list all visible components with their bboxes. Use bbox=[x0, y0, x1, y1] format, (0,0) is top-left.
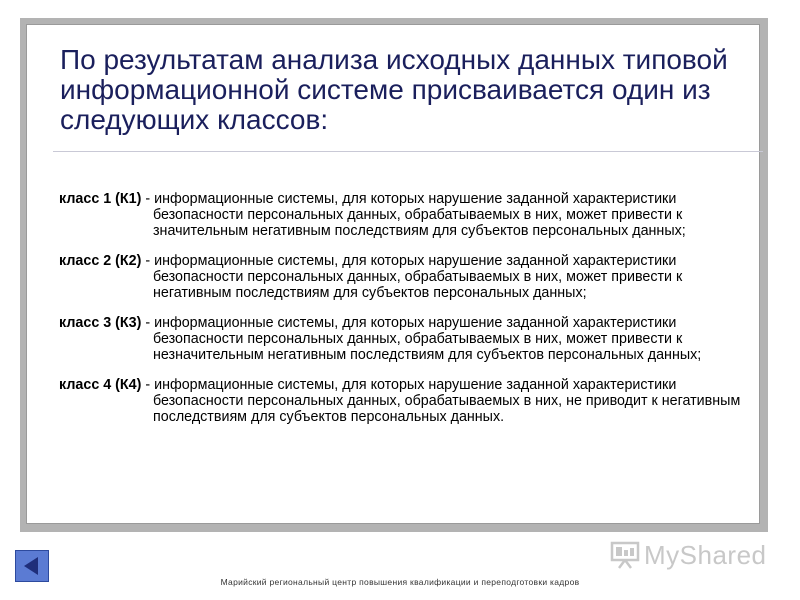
slide-title: По результатам анализа исходных данных типовой информационной системе присваивается один из следующих классов: bbox=[60, 44, 728, 135]
class-description: - информационные системы, для которых нарушение заданной характеристики безопасности персональных данных, обрабатываемых в них, может привести к незначительным негативным последствиям для субъектов персональных данных; bbox=[141, 315, 702, 363]
footer-caption-text: Марийский региональный центр повышения квалификации и переподготовки кадров bbox=[220, 577, 580, 587]
slide-frame bbox=[20, 18, 768, 532]
class-item-k1 bbox=[59, 191, 759, 239]
class-description: - информационные системы, для которых нарушение заданной характеристики безопасности персональных данных, обрабатываемых в них, может привести к значительным негативным последствиям для субъектов персональных данных; bbox=[141, 191, 686, 239]
slide-content bbox=[26, 24, 760, 524]
logo-text: MyShared bbox=[644, 539, 767, 570]
class-name: класс 2 (К2) bbox=[59, 253, 142, 269]
triangle-left-icon bbox=[21, 555, 43, 577]
class-description: - информационные системы, для которых нарушение заданной характеристики безопасности персональных данных, обрабатываемых в них, не приводит к негативным последствиям для субъектов персональных данных. bbox=[141, 377, 741, 425]
class-list bbox=[59, 191, 759, 439]
presentation-board-icon bbox=[610, 540, 640, 570]
class-name: класс 1 (К1) bbox=[59, 191, 142, 207]
class-name: класс 3 (К3) bbox=[59, 315, 142, 331]
class-name: класс 4 (К4) bbox=[59, 377, 142, 393]
title-divider bbox=[53, 151, 763, 152]
class-item-k4 bbox=[59, 377, 759, 425]
class-description: - информационные системы, для которых нарушение заданной характеристики безопасности персональных данных, обрабатываемых в них, может привести к негативным последствиям для субъектов персональных данных; bbox=[141, 253, 683, 301]
myshared-logo bbox=[610, 538, 767, 572]
class-item-k2 bbox=[59, 253, 759, 301]
class-item-k3 bbox=[59, 315, 759, 363]
footer-caption bbox=[0, 577, 800, 587]
